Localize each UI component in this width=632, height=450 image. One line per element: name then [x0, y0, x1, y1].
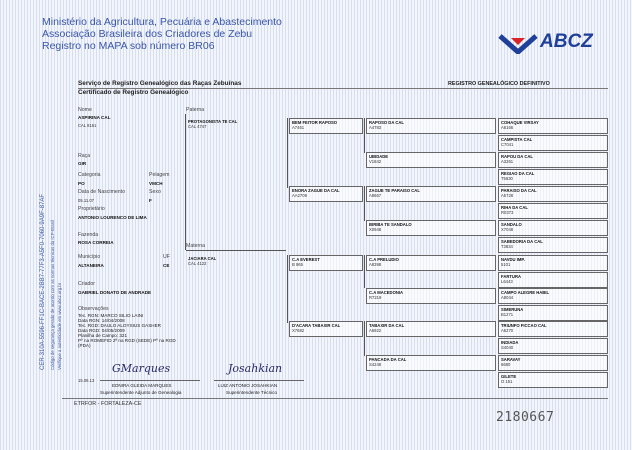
right-signature: Josahkian: [228, 362, 283, 375]
materno-rule: [186, 250, 286, 251]
right-signature-line: [214, 380, 304, 381]
pedigree-gg-grandparent: [498, 169, 608, 185]
pedigree-grandparent: [289, 186, 363, 202]
observacao-line: Tec. RGD: DAULO ALOYSIUS GASHER: [78, 323, 161, 328]
pedigree-gg-grandparent: [498, 288, 608, 304]
connector-g1: [364, 118, 365, 153]
gg-grandparent-name: CAMPO ALEGRE HABIL: [501, 290, 550, 295]
pedigree-gg-grandparent: [498, 220, 608, 236]
municipio-label: Município: [78, 254, 101, 260]
sire-name: PROTAGONISTA TE CAL: [188, 119, 238, 124]
gg-grandparent-code: S4040: [501, 345, 514, 350]
grandparent-code: B 965: [292, 262, 303, 267]
security-code: CER-310A-5596-FF1C-BACE-2BB7-77F3-A5F0-7060-9A9F-87AF: [40, 193, 46, 370]
great-grandparent-code: V1842: [369, 159, 382, 164]
criador-label: Criador: [78, 281, 96, 287]
animal-code: CAL 8161: [78, 123, 97, 128]
pedigree-gg-grandparent: [498, 186, 608, 202]
connector-dam: [287, 255, 288, 323]
paterno-label: Paterna: [186, 107, 205, 113]
gg-grandparent-name: SABEDORIA DA CAL: [501, 239, 543, 244]
pedigree-great-grandparent: [366, 321, 496, 337]
pedigree-gg-grandparent: [498, 255, 608, 271]
uf-value: CE: [163, 263, 170, 268]
gg-grandparent-code: X7048: [501, 227, 514, 232]
dam-code: CAL 4122: [188, 261, 207, 266]
observacao-line: Pº na ROMEFID 2ª na RGD (SEDE) Pº na RGD: [78, 338, 176, 343]
sexo-value: F: [149, 198, 152, 203]
sexo-label: Sexo: [149, 189, 161, 195]
categoria-value: PO: [78, 181, 85, 186]
fazenda-label: Fazenda: [78, 232, 99, 238]
gg-grandparent-code: 5101: [501, 262, 511, 267]
connector-g2: [364, 186, 365, 221]
pedigree-sire: [186, 118, 286, 134]
office-label: ETRFOR - FORTALEZA-CE: [74, 401, 142, 407]
great-grandparent-code: R7219: [369, 295, 382, 300]
pedigree-grandparent: [289, 321, 363, 337]
observacoes-label: Observações: [78, 306, 109, 312]
categoria-label: Categoria: [78, 172, 101, 178]
pelagem-value: VMCH: [149, 181, 163, 186]
grandparent-code: X7682: [292, 328, 305, 333]
gg-grandparent-name: RAPOU DA CAL: [501, 154, 533, 159]
certificate-title: Certificado de Registro Genealógico: [78, 89, 189, 96]
criador-value: GABRIEL DONATO DE ANDRADE: [78, 290, 152, 295]
grandparent-code: A7461: [292, 125, 305, 130]
connector-g4: [364, 321, 365, 356]
pedigree-great-grandparent: [366, 152, 496, 168]
observacao-line: Planilha de Campo: 321: [78, 333, 128, 338]
security-text-2: Verifique a autenticidade em www.abcz.org.br: [57, 282, 62, 370]
gg-grandparent-code: L6443: [501, 279, 513, 284]
gg-grandparent-name: TRIUNFO FICCAO CAL: [501, 323, 547, 328]
pedigree-gg-grandparent: [498, 237, 608, 253]
signature-date: 15.06.13: [78, 378, 95, 383]
gg-grandparent-name: RIHA DA CAL: [501, 205, 528, 210]
gg-grandparent-code: T3834: [501, 244, 513, 249]
register-type: REGISTRO GENEALÓGICO DEFINITIVO: [448, 81, 550, 87]
left-signature-line: [100, 380, 200, 381]
gg-grandparent-code: C7041: [501, 142, 514, 147]
pedigree-gg-grandparent: [498, 152, 608, 168]
pedigree-gg-grandparent: [498, 272, 608, 288]
grandparent-name: ENORA ZAGUE DA CAL: [292, 188, 340, 193]
great-grandparent-code: X0948: [369, 227, 382, 232]
grandparent-name: BEM FEITOR RAPOSO: [292, 120, 338, 125]
gg-grandparent-code: A6166: [501, 125, 514, 130]
title-rule: [78, 88, 608, 89]
left-signer-role: Superintendente Adjunto de Genealogia: [100, 390, 182, 395]
gg-grandparent-code: B1271: [501, 312, 514, 317]
pedigree-gg-grandparent: [498, 203, 608, 219]
pedigree-great-grandparent: [366, 288, 496, 304]
gg-grandparent-code: A6270: [501, 328, 514, 333]
pedigree-grandparent: [289, 255, 363, 271]
great-grandparent-name: PANCADA DA CAL: [369, 357, 407, 362]
pedigree-great-grandparent: [366, 255, 496, 271]
pedigree-grandparent: [289, 118, 363, 134]
great-grandparent-name: UBIDADE: [369, 154, 389, 159]
raca-value: GIR: [78, 161, 87, 166]
observacao-line: Data RGN: 14/04/2008: [78, 318, 125, 323]
great-grandparent-code: A8667: [369, 193, 382, 198]
pedigree-great-grandparent: [366, 118, 496, 134]
header-line-3: Registro no MAPA sob número BR06: [42, 40, 215, 52]
materno-label: Materna: [186, 243, 206, 249]
great-grandparent-name: TABAXIR DA CAL: [369, 323, 405, 328]
great-grandparent-name: RAPOSO DA CAL: [369, 120, 404, 125]
observacao-line: Tec. RGN: MARCO SILIO LAINI: [78, 313, 144, 318]
great-grandparent-code: S4248: [369, 362, 382, 367]
gg-grandparent-name: SIMERUNA: [501, 307, 524, 312]
service-title: Serviço de Registro Genealógico das Raças Zebuínas: [78, 80, 242, 87]
great-grandparent-code: A4783: [369, 125, 382, 130]
header-line-1: Ministério da Agricultura, Pecuária e Abastecimento: [42, 16, 282, 28]
right-signer-name: LUIZ ANTONIO JOSAHKIAN: [218, 383, 278, 388]
pedigree-gg-grandparent: [498, 135, 608, 151]
abcz-logo-icon: [496, 32, 540, 54]
municipio-value: ALTANEIRA: [78, 263, 104, 268]
security-text-1: Código de segurança gerado de acordo com as normas técnicas da ICP-Brasil: [50, 220, 55, 370]
gg-grandparent-name: FARTURA: [501, 274, 522, 279]
dam-name: JACIARA CAL: [188, 256, 217, 261]
animal-name: ASPIRINA CAL: [78, 115, 111, 120]
gg-grandparent-code: A5728: [501, 193, 514, 198]
grandparent-name: C.A EVEREST: [292, 257, 320, 262]
nome-label: Nome: [78, 107, 92, 113]
gg-grandparent-name: GILETE: [501, 374, 517, 379]
gg-grandparent-name: COHAQUE VIRSAY: [501, 120, 539, 125]
header-line-2: Associação Brasileira dos Criadores de Zebu: [42, 28, 253, 40]
gg-grandparent-code: O 151: [501, 379, 513, 384]
left-signer-name: EDNIRA GLEIDA MARQUES: [112, 383, 172, 388]
connector-sire: [287, 118, 288, 188]
pedigree-great-grandparent: [366, 355, 496, 371]
pedigree-spine: [185, 114, 186, 250]
great-grandparent-name: ZAGUE TE PARAISO CAL: [369, 188, 420, 193]
pedigree-great-grandparent: [366, 220, 496, 236]
serial-number: 2180667: [496, 410, 555, 425]
great-grandparent-name: C.A MACEDONIA: [369, 290, 404, 295]
grandparent-code: AA2709: [292, 193, 307, 198]
gg-grandparent-code: T5630: [501, 176, 513, 181]
gg-grandparent-code: 6680: [501, 362, 511, 367]
raca-label: Raça: [78, 153, 91, 159]
logo-text: ABCZ: [540, 31, 593, 52]
pedigree-gg-grandparent: [498, 305, 608, 321]
gg-grandparent-name: CAMPISTA CAL: [501, 137, 533, 142]
great-grandparent-name: C.A PRELUDIO: [369, 257, 399, 262]
gg-grandparent-name: REGIAO DA CAL: [501, 171, 535, 176]
gg-grandparent-name: INDIADA: [501, 340, 519, 345]
left-signature: GMarques: [112, 362, 171, 375]
pedigree-dam: [186, 255, 286, 271]
right-signer-role: Superintendente Técnico: [226, 390, 277, 395]
pedigree-gg-grandparent: [498, 118, 608, 134]
proprietario-label: Proprietário: [78, 206, 105, 212]
fazenda-value: ROSA CORREIA: [78, 240, 114, 245]
gg-grandparent-code: A8044: [501, 295, 514, 300]
gg-grandparent-name: NAVDU IMP.: [501, 257, 525, 262]
proprietario-value: ANTONIO LOURENCO DE LIMA: [78, 215, 147, 220]
pelagem-label: Pelagem: [149, 172, 170, 178]
observacao-line: (PDA): [78, 343, 91, 348]
pedigree-gg-grandparent: [498, 321, 608, 337]
gg-grandparent-name: SANDALO: [501, 222, 522, 227]
connector-g3: [364, 255, 365, 288]
gg-grandparent-code: A3261: [501, 159, 514, 164]
pedigree-great-grandparent: [366, 186, 496, 202]
gg-grandparent-name: SARAVAY: [501, 357, 521, 362]
great-grandparent-code: A6922: [369, 328, 382, 333]
pedigree-gg-grandparent: [498, 372, 608, 388]
gg-grandparent-code: R0373: [501, 210, 514, 215]
sire-code: CAL 4747: [188, 124, 207, 129]
nascimento-label: Data de Nascimento: [78, 189, 125, 195]
observacao-line: Data RGD: 04/05/2009: [78, 328, 125, 333]
nascimento-value: 05.11.07: [78, 198, 94, 203]
observacoes-list: [78, 313, 176, 348]
grandparent-name: D'ACARA TABAXIR CAL: [292, 323, 341, 328]
great-grandparent-name: BIRIBA TE SANDALO: [369, 222, 412, 227]
footer-rule: [62, 398, 608, 399]
great-grandparent-code: A8398: [369, 262, 382, 267]
pedigree-gg-grandparent: [498, 338, 608, 354]
pedigree-gg-grandparent: [498, 355, 608, 371]
uf-label: UF: [163, 254, 170, 260]
gg-grandparent-name: PARAISO DA CAL: [501, 188, 537, 193]
